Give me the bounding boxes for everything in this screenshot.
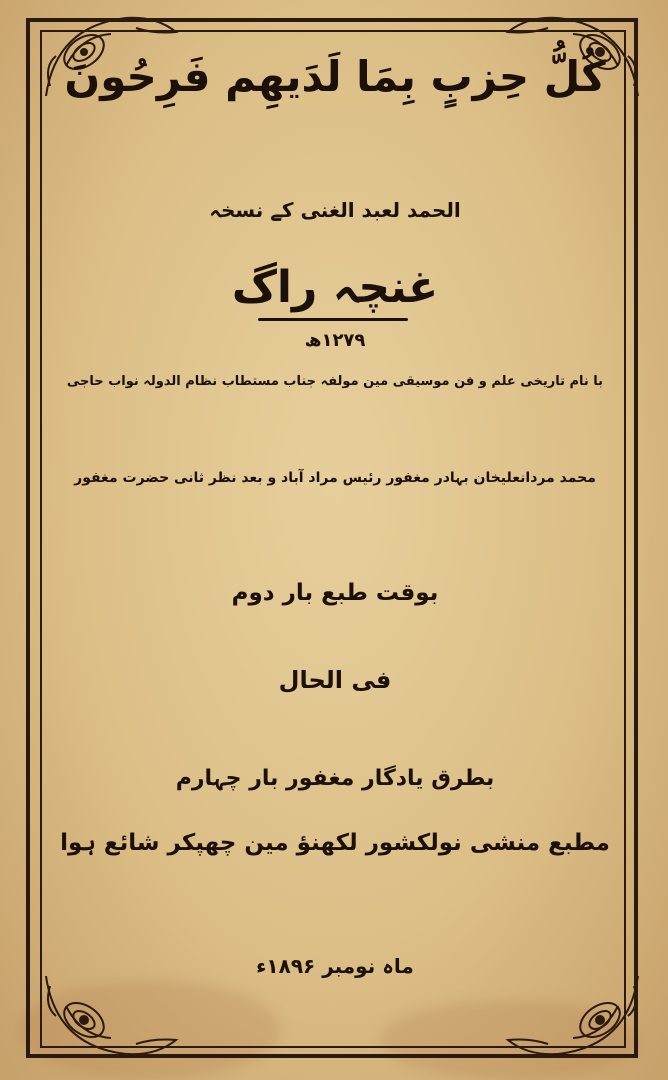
fourth-edition-line: بطرق یادگار مغفور بار چہارم	[175, 766, 495, 791]
edition-line: بوقت طبع بار دوم	[231, 580, 439, 606]
description-line-2: محمد مردانعلیخان بہادر مغفور رئیس مراد آباد و بعد نظر ثانی حضرت مغفور	[74, 470, 596, 486]
page-title: کُلُّ حِزبٍ بِمَا لَدَیهِم فَرِحُونَ	[64, 52, 606, 101]
publication-date: ماہ نومبر ۱۸۹۶ء	[256, 954, 414, 978]
current-line: فی الحال	[278, 666, 392, 694]
book-name: غنچہ راگ	[231, 262, 439, 313]
hijri-year: ۱۲۷۹ھ	[304, 330, 366, 351]
description-line-1: با نام تاریخی علم و فن موسیقی مین مولفہ جناب مستطاب نظام الدولہ نواب حاجی	[66, 374, 604, 389]
book-name-underline	[258, 318, 408, 321]
publisher-line: مطبع منشی نولکشور لکھنؤ مین چھپکر شائع ہوا	[60, 830, 610, 856]
subtitle: الحمد لعبد الغنی کے نسخہ	[209, 198, 461, 222]
